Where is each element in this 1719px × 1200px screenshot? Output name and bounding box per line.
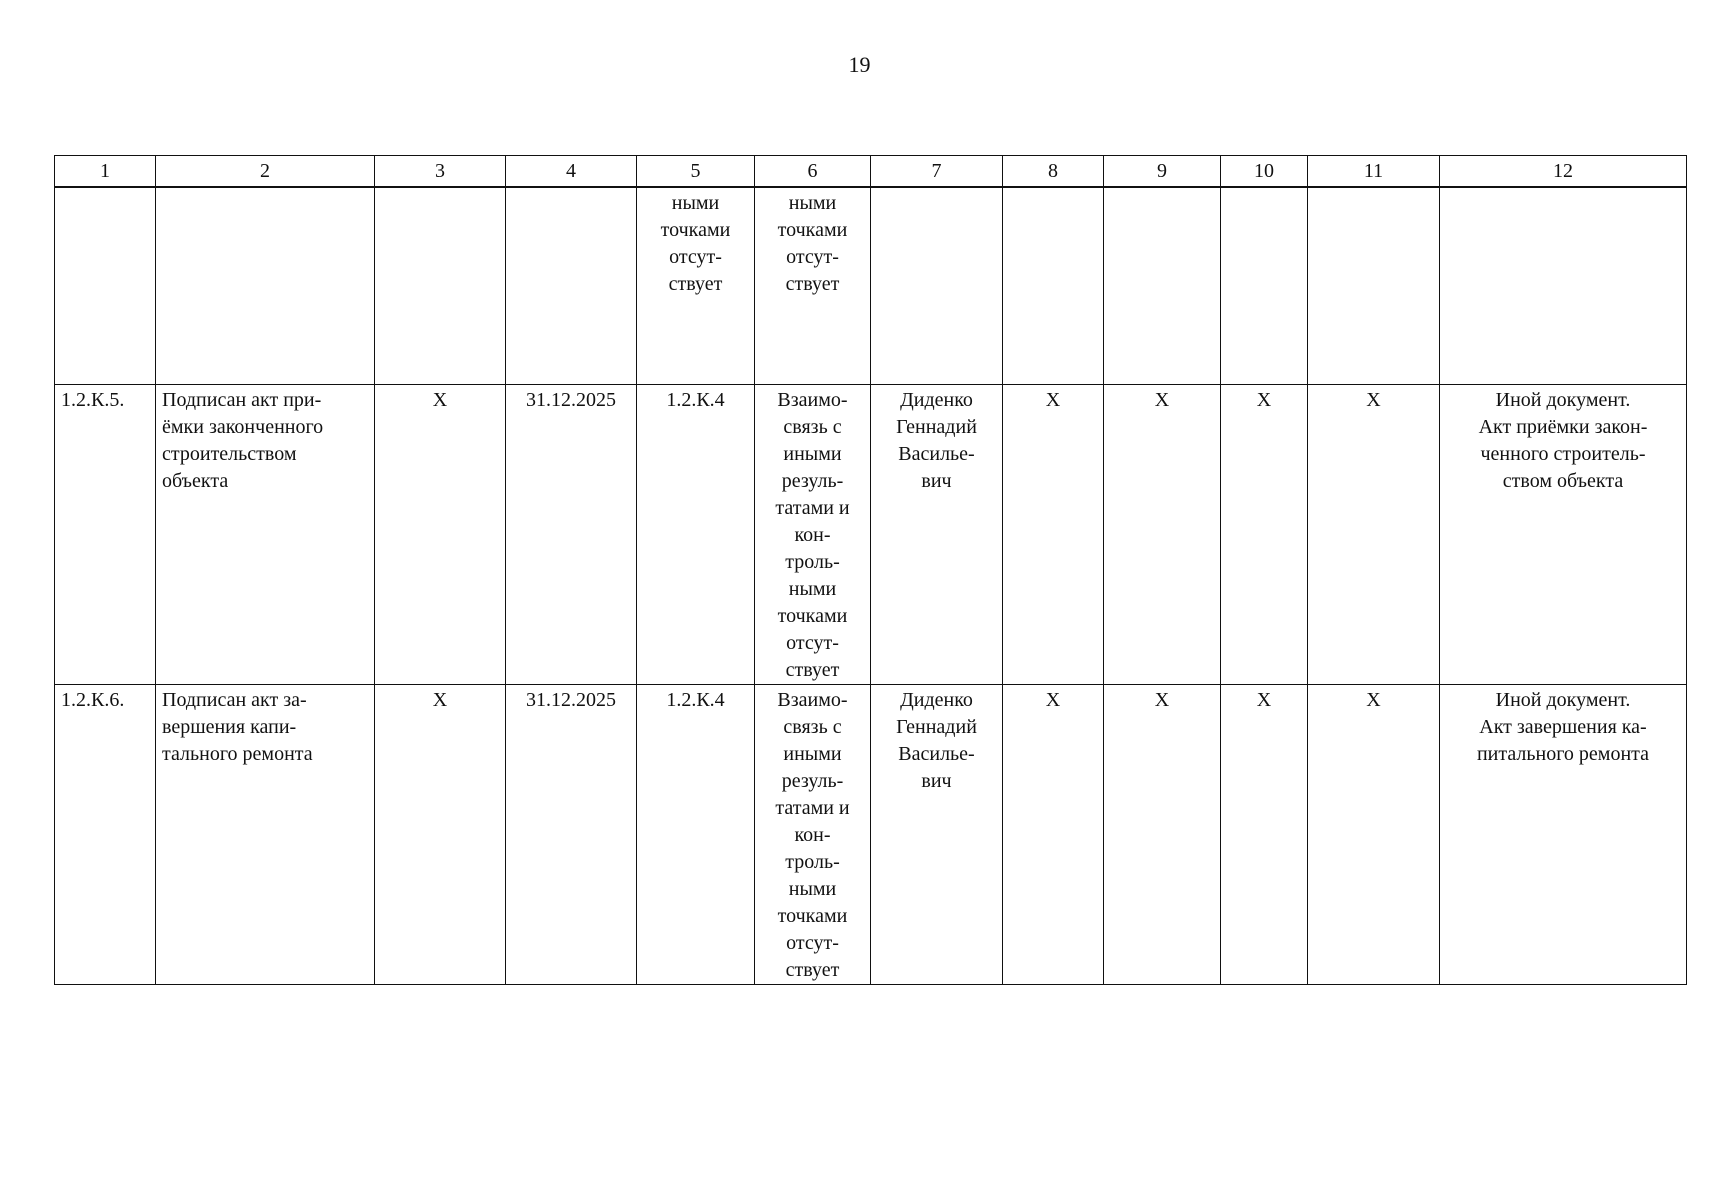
table-cell bbox=[1003, 187, 1104, 385]
table-cell: Х bbox=[375, 685, 506, 985]
column-header: 1 bbox=[55, 156, 156, 188]
column-header: 11 bbox=[1308, 156, 1440, 188]
column-header: 3 bbox=[375, 156, 506, 188]
row-date: 31.12.2025 bbox=[506, 385, 637, 685]
column-header: 8 bbox=[1003, 156, 1104, 188]
table-cell bbox=[375, 187, 506, 385]
column-header: 12 bbox=[1440, 156, 1687, 188]
row-predecessor: 1.2.К.4 bbox=[637, 385, 755, 685]
column-header: 4 bbox=[506, 156, 637, 188]
table-cell: Х bbox=[1308, 685, 1440, 985]
table-cell bbox=[55, 187, 156, 385]
table-cell bbox=[1308, 187, 1440, 385]
table-cell: Х bbox=[1003, 385, 1104, 685]
row-code: 1.2.К.6. bbox=[55, 685, 156, 985]
row-name: Подписан акт за- вершения капи- тального ремонта bbox=[156, 685, 375, 985]
table-cell: Х bbox=[1003, 685, 1104, 985]
table-cell: ными точками отсут- ствует bbox=[755, 187, 871, 385]
table-cell: Х bbox=[1221, 385, 1308, 685]
row-relation: Взаимо- связь с иными резуль- татами и кон- троль- ными точками отсут- ствует bbox=[755, 385, 871, 685]
column-header: 6 bbox=[755, 156, 871, 188]
row-responsible: Диденко Геннадий Василье- вич bbox=[871, 685, 1003, 985]
row-code: 1.2.К.5. bbox=[55, 385, 156, 685]
table-cell bbox=[1104, 187, 1221, 385]
column-header: 7 bbox=[871, 156, 1003, 188]
column-number-row bbox=[55, 156, 1687, 188]
table-cell: Х bbox=[1221, 685, 1308, 985]
column-header: 9 bbox=[1104, 156, 1221, 188]
table-cell: ными точками отсут- ствует bbox=[637, 187, 755, 385]
table-row bbox=[55, 685, 1687, 985]
page-number: 19 bbox=[848, 52, 871, 77]
continuation-row bbox=[55, 187, 1687, 385]
table-cell bbox=[506, 187, 637, 385]
row-document: Иной документ. Акт завершения ка- питального ремонта bbox=[1440, 685, 1687, 985]
row-name: Подписан акт при- ёмки законченного строительством объекта bbox=[156, 385, 375, 685]
table-cell bbox=[1440, 187, 1687, 385]
table-cell: Х bbox=[1104, 685, 1221, 985]
table-cell bbox=[156, 187, 375, 385]
column-header: 5 bbox=[637, 156, 755, 188]
row-relation: Взаимо- связь с иными резуль- татами и кон- троль- ными точками отсут- ствует bbox=[755, 685, 871, 985]
table-row bbox=[55, 385, 1687, 685]
row-document: Иной документ. Акт приёмки закон- ченного строитель- ством объекта bbox=[1440, 385, 1687, 685]
table-cell bbox=[1221, 187, 1308, 385]
table-cell: Х bbox=[1308, 385, 1440, 685]
row-date: 31.12.2025 bbox=[506, 685, 637, 985]
column-header: 2 bbox=[156, 156, 375, 188]
schedule-table bbox=[54, 155, 1687, 985]
column-header: 10 bbox=[1221, 156, 1308, 188]
row-responsible: Диденко Геннадий Василье- вич bbox=[871, 385, 1003, 685]
table-cell: Х bbox=[375, 385, 506, 685]
row-predecessor: 1.2.К.4 bbox=[637, 685, 755, 985]
table-cell bbox=[871, 187, 1003, 385]
table-cell: Х bbox=[1104, 385, 1221, 685]
